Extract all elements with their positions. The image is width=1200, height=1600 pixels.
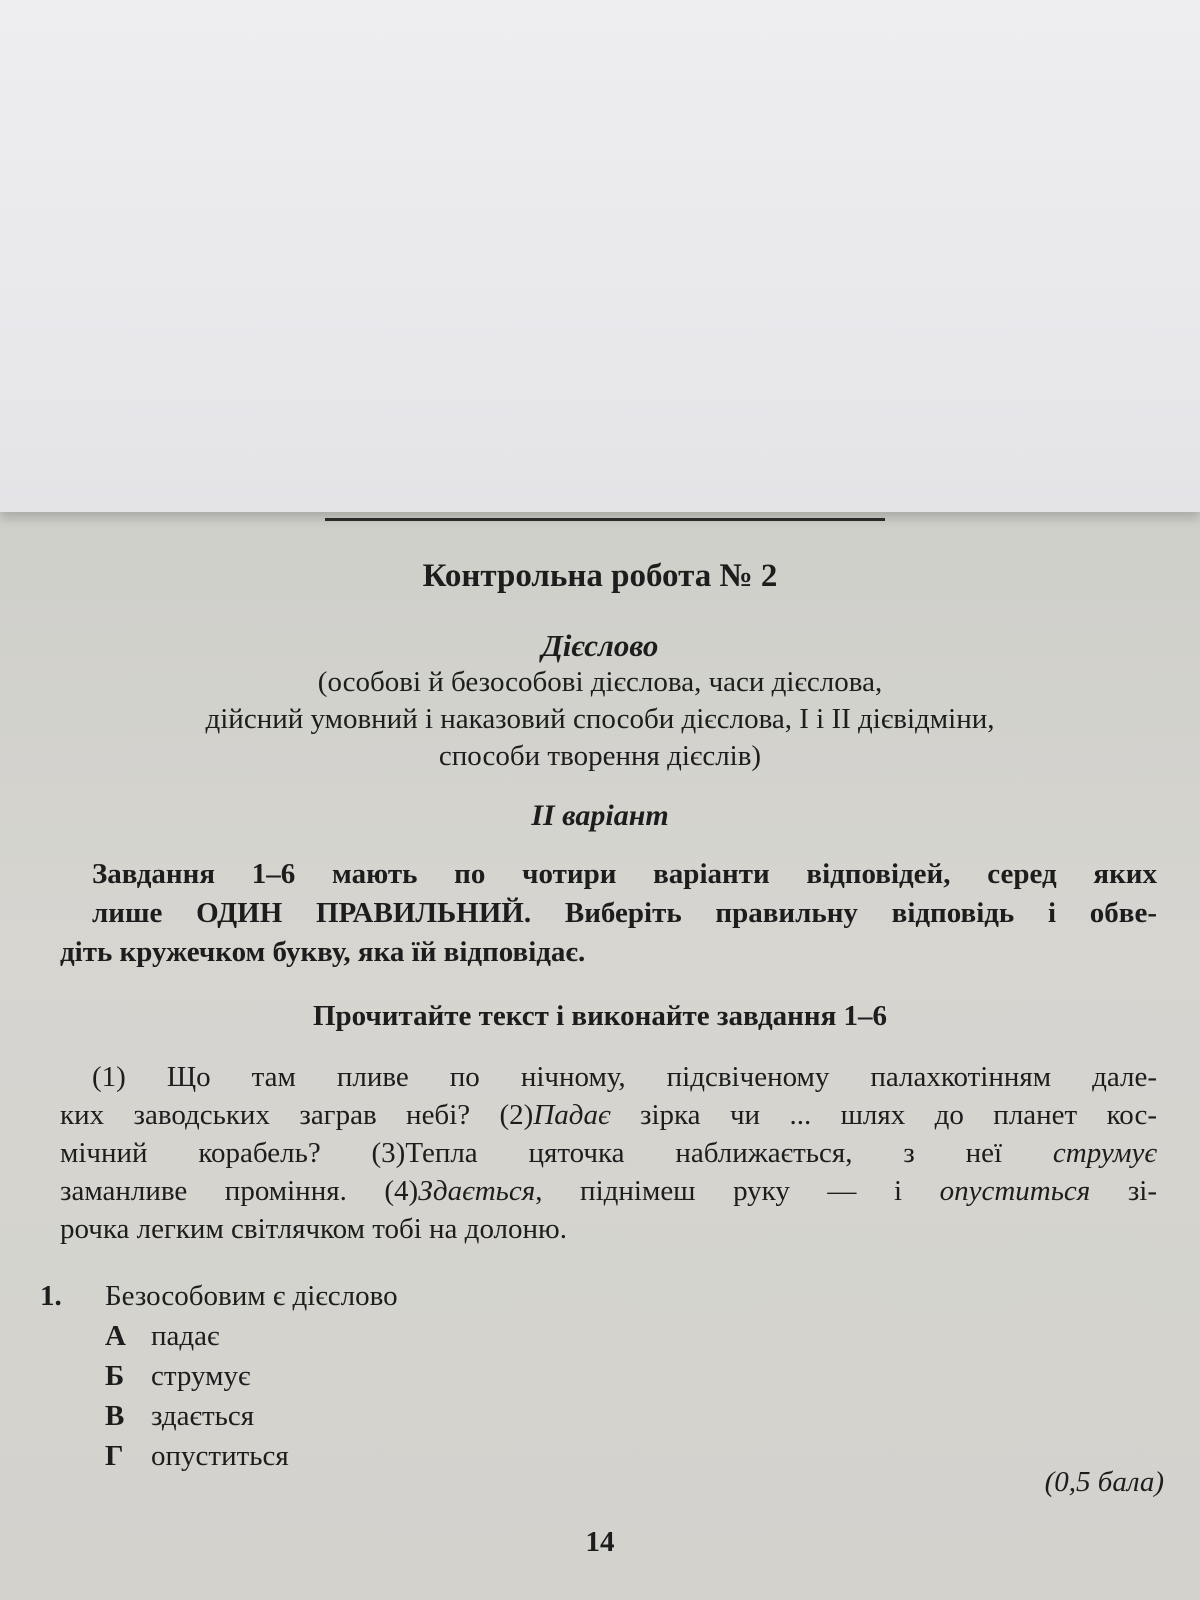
variant-heading: ІІ варіант	[531, 799, 669, 832]
read-heading: Прочитайте текст і виконайте завдання 1–6	[312, 1000, 888, 1032]
passage-line-1: (1) Що там пливе по нічному, підсвіченому палахкотінням дале-	[92, 1061, 1157, 1093]
topic-heading: Дієслово	[541, 628, 659, 663]
passage-line-5: рочка легким світлячком тобі на долоню.	[60, 1213, 567, 1245]
passage-line-2: ких заводських заграв небі? (2)Падає зірка чи ... шлях до планет кос-	[60, 1099, 1157, 1131]
option-c: В здається	[105, 1400, 255, 1432]
topic-detail-line-1: (особові й безособові дієслова, часи дієслова,	[317, 666, 883, 698]
instructions-line-1: Завдання 1–6 мають по чотири варіанти відповідей, серед яких	[92, 858, 1157, 890]
topic-detail-line-3: способи творення дієслів)	[438, 740, 762, 772]
passage-line-3: мічний корабель? (3)Тепла цяточка наближається, з неї струмує	[60, 1137, 1157, 1169]
instructions-line-3: діть кружечком букву, яка їй відповідає.	[60, 936, 586, 968]
score-note: (0,5 бала)	[1044, 1466, 1164, 1498]
question-text: Безособовим є дієслово	[105, 1280, 398, 1312]
topic-detail-line-2: дійсний умовний і наказовий способи дієслова, І і ІІ дієвідміни,	[205, 703, 995, 735]
overlapping-blank-sheet	[0, 0, 1200, 512]
page-number: 14	[585, 1526, 615, 1558]
option-d: Г опуститься	[105, 1440, 289, 1472]
question-number: 1.	[40, 1280, 62, 1312]
option-b: Б струмує	[105, 1360, 251, 1392]
top-rule	[325, 518, 885, 521]
page-title: Контрольна робота № 2	[422, 558, 778, 594]
passage-line-4: заманливе проміння. (4)Здається, піднімеш руку — і опуститься зі-	[60, 1175, 1158, 1207]
option-a: А падає	[105, 1320, 220, 1352]
instructions-line-2: лише ОДИН ПРАВИЛЬНИЙ. Виберіть правильну відповідь і обве-	[92, 897, 1157, 929]
